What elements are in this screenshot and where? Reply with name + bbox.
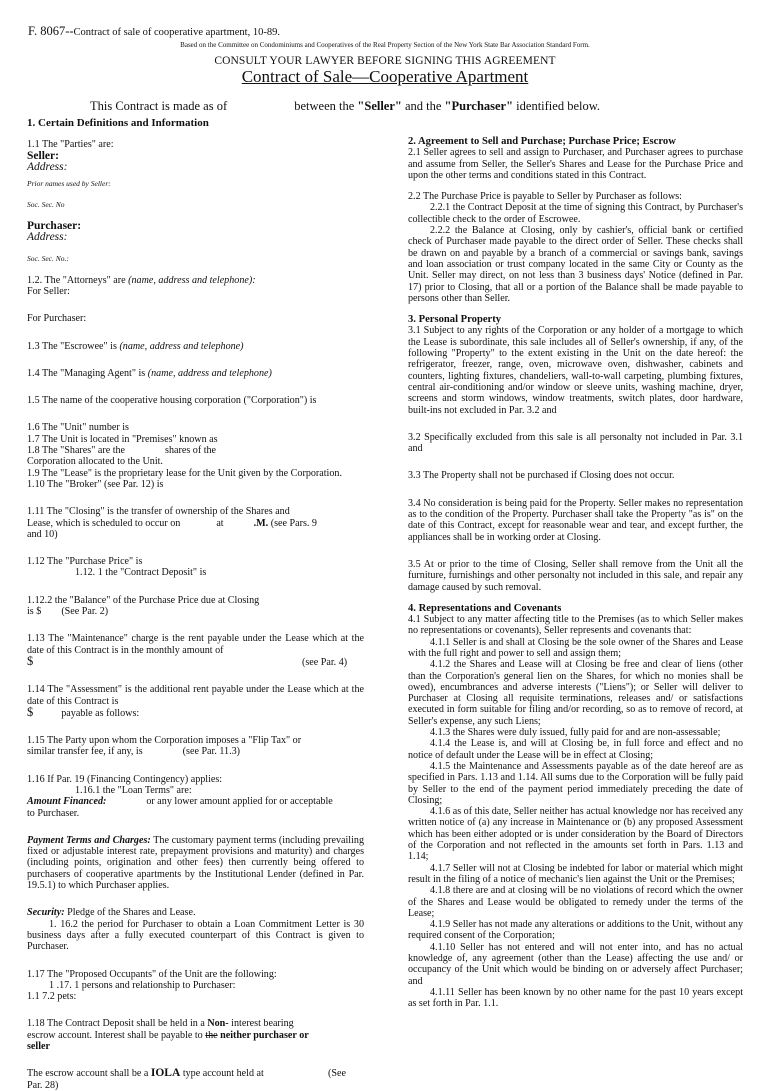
security-label: Security: [27,907,65,919]
purchaser-label: Purchaser: [27,219,82,232]
para-1-9: 1.9 The "Lease" is the proprietary lease for the Unit given by the Corporation. [27,467,342,479]
para-4-1-4: 4.1.4 the Lease is, and will at Closing be, in full force and effect and no notice of default under the Lease will be in effect at Closing; [408,738,743,761]
para-1-11-text-d: .M. [253,517,269,529]
intro-and: and the [401,99,445,113]
para-1-11-line3: and 10) [27,528,58,540]
for-purchaser-label: For Purchaser: [27,313,87,325]
document-title: Contract of Sale—Cooperative Apartment [241,67,529,86]
para-1-8-text-a: 1.8 The "Shares" are the [27,445,126,457]
para-1-18-text-c: interest bearing [228,1018,294,1030]
para-1-4-text: 1.4 The "Managing Agent" is [27,367,148,379]
iola-par-28: Par. 28) [27,1079,59,1091]
security-text: Pledge of the Shares and Lease. [64,907,196,919]
para-1-13: 1.13 The "Maintenance" charge is the rent payable under the Lease which at the date of this Contract is in the monthly amount of [27,633,364,656]
para-1-11-text-c: at [216,517,224,529]
para-3-1: 3.1 Subject to any rights of the Corporation or any holder of a mortgage to which the Lease is subordinate, this sale includes all of Seller's ownership, if any, of the following "Property" to the extent existing in the Unit on the date hereof: the refrigerator, freezer, range, oven, microwave oven, dishwasher, cabinets and counters, lighting fixtures, chandeliers, wall-to-wall carpeting, plumbing fixtures, central air-conditioning and/or window or sleeve units, washing machine, dryer, screens and storm windows, window treatments, switch plates, door hardware, built-ins not excluded in Par. 3.2 and [408,325,743,416]
assessment-dollar: $ [27,704,34,719]
para-1-15-text-b: similar transfer fee, if any, is [27,746,143,758]
see-par-2: (See Par. 2) [61,606,109,618]
para-1-11-text-a: 1.11 The "Closing" is the transfer of ownership of the Shares and [27,506,290,518]
para-1-18-text-d: escrow account. Interest shall be payable to [27,1029,206,1041]
para-1-8-cont: Corporation allocated to the Unit. [27,456,163,468]
para-1-10: 1.10 The "Broker" (see Par. 12) is [27,478,164,490]
para-4-1-11: 4.1.11 Seller has been known by no other name for the past 10 years except as set forth in Par. 1.1. [408,986,743,1010]
para-1-2 [27,275,364,286]
amount-financed-line [27,796,364,807]
intro-purchaser: "Purchaser" [444,99,514,113]
para-4-1: 4.1 Subject to any matter affecting title to the Premises (as to which Seller makes no representations or covenants), Seller represents and covenants that: [408,614,743,637]
iola-see: (See [328,1068,346,1080]
para-1-3-italic: (name, address and telephone) [119,340,244,352]
para-3-2: 3.2 Specifically excluded from this sale is all personalty not included in Par. 3.1 and [408,431,743,455]
section-3-heading: 3. Personal Property [408,314,502,326]
section-1-heading: 1. Certain Definitions and Information [27,117,209,129]
maintenance-dollar: $ [27,653,34,668]
para-2-2-1: 2.2.1 the Contract Deposit at the time of signing this Contract, by Purchaser's collectible check to the order of Escrowee. [408,202,743,225]
para-4-1-9: 4.1.9 Seller has not made any alterations or additions to the Unit, without any required consent of the Corporation; [408,919,743,942]
para-4-1-7: 4.1.7 Seller will not at Closing be indebted for labor or material which might result in the filing of a notice of mechanic's lien against the Unit or the Premises; [408,862,743,885]
para-1-11 [27,506,364,517]
para-1-18-text-a: 1.18 The Contract Deposit shall be held in a [27,1018,208,1030]
maintenance-amount-line [27,653,364,668]
para-3-4: 3.4 No consideration is being paid for the Property. Seller makes no representation as to the condition of the Property. Purchaser shall take the Property "as is" on the date of this Contract, except for reasonable wear and tear, and except further, the appliances shall be in working order at Closing. [408,497,743,543]
intro-part3: identified below. [513,99,601,113]
seller-address-label: Address: [27,160,68,173]
section-4-heading: 4. Representations and Covenants [408,602,562,614]
para-1-5: 1.5 The name of the cooperative housing corporation ("Corporation") is [27,395,317,407]
iola-para [27,1068,364,1079]
non-interest-text: Non- [207,1018,229,1030]
para-4-1-1: 4.1.1 Seller is and shall at Closing be the sole owner of the Shares and Lease with the full right and power to sell and assign them; [408,636,743,659]
para-1-8-text-b: shares of the [165,445,217,457]
neither-party-text: neither purchaser or [217,1029,309,1041]
prior-names-label: Prior names used by Seller: [27,179,111,189]
iola-text-a: The escrow account shall be a [27,1068,151,1080]
payable-as-follows: payable as follows: [61,707,140,719]
intro-line [90,99,600,114]
para-2-2-2: 2.2.2 the Balance at Closing, only by cashier's, official bank or certified check of Purchaser made payable to the direct order of Seller. These checks shall be drawn on and payable by a branch of a commercial or savings bank, savings and loan association or trust company located in the same City or County as the Unit. Seller may direct, on not less than 3 business days' Notice (defined in Par. 17) prior to Closing, that all or a portion of the Balance shall be made payable to persons other than Seller. [408,225,743,304]
para-1-18-line3: seller [27,1041,50,1053]
para-2-1: 2.1 Seller agrees to sell and assign to Purchaser, and Purchaser agrees to purchase and assume from Seller, the Seller's Shares and Lease for the Purchase Price and upon the other terms and conditions stated in this Contract. [408,147,743,181]
para-2-2: 2.2 The Purchase Price is payable to Seller by Purchaser as follows: [408,191,682,203]
para-1-12-2: 1.12.2 the "Balance" of the Purchase Price due at Closing [27,594,260,606]
payment-terms-para [27,835,364,891]
payment-terms-label: Payment Terms and Charges: [27,834,151,846]
para-1-18 [27,1018,364,1029]
seller-label: Seller: [27,149,59,162]
para-1-16-2: 1. 16.2 the period for Purchaser to obtain a Loan Commitment Letter is 30 business days after a fully executed counterpart of this Contract is given to Purchaser. [27,918,364,953]
to-purchaser: to Purchaser. [27,807,80,819]
para-1-11-line2 [27,518,364,529]
consult-lawyer-notice: CONSULT YOUR LAWYER BEFORE SIGNING THIS AGREEMENT [214,55,556,67]
form-description: Contract of sale of cooperative apartment, 10-89. [73,27,280,38]
para-1-12: 1.12 The "Purchase Price" is [27,556,143,568]
para-1-3 [27,341,364,352]
para-4-1-8: 4.1.8 there are and at closing will be no violations of record which the owner of the Shares and Lease would be obligated to remedy under the terms of the Lease; [408,885,743,919]
para-1-8 [27,445,364,456]
form-number-line [28,24,280,39]
para-4-1-5: 4.1.5 the Maintenance and Assessments payable as of the date hereof are as specified in Pars. 1.13 and 1.14. All sums due to the Corporation will be fully paid by Seller to the end of the payment period immediately preceding the date of Closing; [408,760,743,806]
right-column [408,136,743,1009]
purchaser-soc-sec-label: Soc. Sec. No.: [27,254,69,264]
iola-text-c: type account held at [180,1068,264,1080]
amount-financed-label: Amount Financed: [27,796,107,808]
para-1-4-italic: (name, address and telephone) [147,367,272,379]
based-on-note: Based on the Committee on Condominiums and Cooperatives of the Real Property Section of the New York State Bar Association Standard Form. [180,41,590,49]
iola-text-b: IOLA [150,1067,181,1080]
struck-the-text: the [205,1029,218,1041]
para-3-3: 3.3 The Property shall not be purchased if Closing does not occur. [408,470,675,482]
see-par-11-3: (see Par. 11.3) [182,746,241,758]
seller-soc-sec-label: Soc. Sec. No [27,200,65,210]
para-1-15-cont [27,746,364,757]
para-1-16: 1.16 If Par. 19 (Financing Contingency) applies: [27,773,223,785]
para-1-2-text: 1.2. The "Attorneys" are [27,274,129,286]
for-seller-label: For Seller: [27,285,70,297]
left-column [27,118,364,1091]
para-1-14: 1.14 The "Assessment" is the additional rent payable under the Lease which at the date of this Contract is [27,684,364,707]
para-1-12-2-cont [27,606,364,617]
payment-terms-text: The customary payment terms (including prevailing fixed or adjustable interest rate, prepayment provisions and maturity) and charges (including points, origination and other fees) then currently being offered to purchasers of cooperative apartments by the Institutional Lender (defined in Par. 19.5.1) to which Purchaser applies. [27,834,364,892]
para-1-7: 1.7 The Unit is located in "Premises" known as [27,433,218,445]
form-number: F. 8067-- [28,24,74,38]
para-4-1-2: 4.1.2 the Shares and Lease will at Closing be free and clear of liens (other than the Corporation's general lien on the Shares, for which no monies shall be owed), encumbrances and adverse interests ("Liens"); or Seller will deliver to Purchaser at Closing all requisite terminations, releases and/ or satisfactions executed in form suitable for filing and/or recording, so as to remove of record, at Seller's expense, any such Liens; [408,659,743,727]
para-4-1-3: 4.1.3 the Shares were duly issued, fully paid for and are non-assessable; [430,727,721,739]
para-1-17-1: 1 .17. 1 persons and relationship to Purchaser: [49,979,236,991]
para-3-5: 3.5 At or prior to the time of Closing, Seller shall remove from the Unit all the furniture, furnishings and other personalty not included in this sale, and repair any damage caused by such removal. [408,558,743,593]
intro-seller: "Seller" [357,99,402,113]
para-1-1: 1.1 The "Parties" are: [27,139,114,151]
amount-financed-rest: or any lower amount applied for or acceptable [146,796,333,808]
para-4-1-6: 4.1.6 as of this date, Seller neither has actual knowledge nor has received any written notice of (a) any increase in Maintenance or (b) any proposed Assessment which has been either adopted or is under consideration by the Board of Directors of the Corporation and not reflected in the amounts set forth in Pars. 1.13 and 1.14; [408,806,743,863]
para-4-1-10: 4.1.10 Seller has not entered and will not enter into, and has no actual knowledge of, any agreement (other than the Lease) affecting the use and/ or occupancy of the Unit which would be binding on or adversely affect Purchaser; and [408,941,743,987]
para-1-17-2: 1.1 7.2 pets: [27,991,77,1003]
security-para [27,907,364,918]
para-1-17: 1.17 The "Proposed Occupants" of the Unit are the following: [27,968,277,980]
balance-dollar: is $ [27,606,42,618]
para-1-15: 1.15 The Party upon whom the Corporation imposes a "Flip Tax" or [27,735,302,747]
intro-part1: This Contract is made as of [90,99,228,113]
para-1-4 [27,368,364,379]
section-2-heading: 2. Agreement to Sell and Purchase; Purchase Price; Escrow [408,136,676,147]
purchaser-address-label: Address: [27,231,68,244]
para-1-2-italic: (name, address and telephone): [128,274,256,286]
see-par-4: (see Par. 4) [302,656,348,668]
para-1-16-1: 1.16.1 the "Loan Terms" are: [75,784,192,796]
para-1-18-line2 [27,1030,364,1041]
assessment-amount-line [27,704,364,719]
para-1-3-text: 1.3 The "Escrowee" is [27,340,120,352]
intro-part2: between the [294,99,358,113]
para-1-6: 1.6 The "Unit" number is [27,422,129,434]
para-1-12-1: 1.12. 1 the "Contract Deposit" is [75,567,207,579]
para-1-11-text-b: Lease, which is scheduled to occur on [27,517,181,529]
para-1-11-text-e: (see Pars. 9 [268,517,317,529]
